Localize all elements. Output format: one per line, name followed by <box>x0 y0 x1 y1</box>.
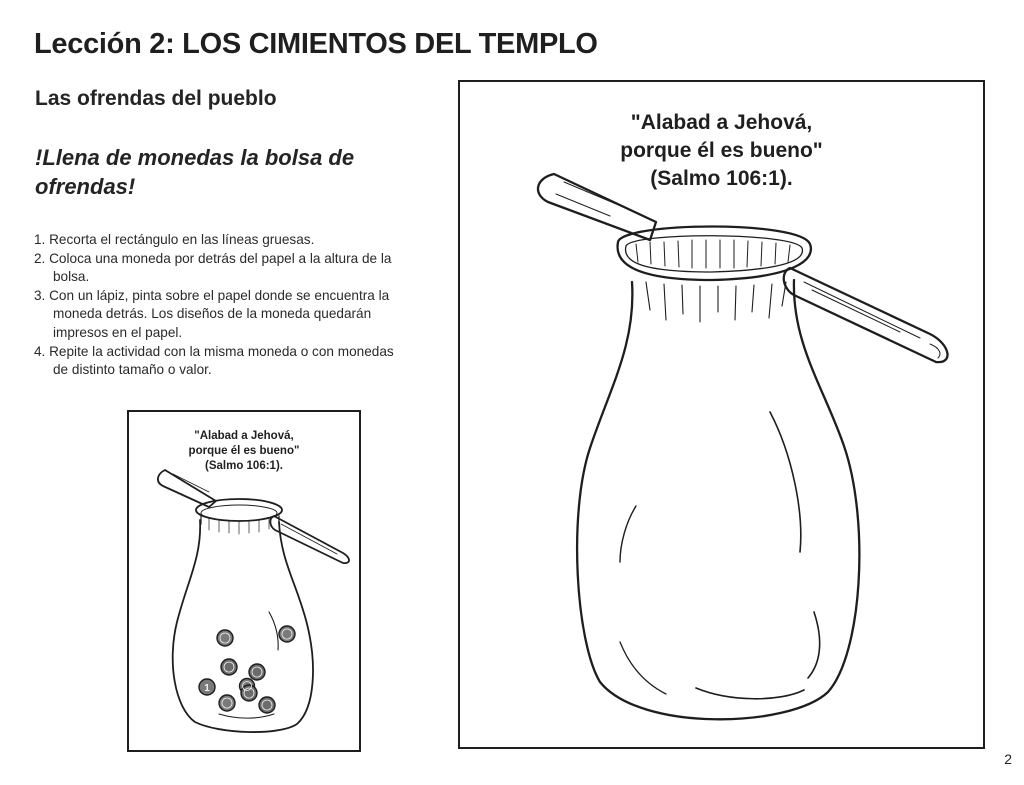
coin-group <box>199 626 295 713</box>
bag-body <box>577 280 859 719</box>
coin <box>259 697 275 713</box>
example-stick-back <box>158 470 216 507</box>
instruction-step-1: 1. Recorta el rectángulo en las líneas gruesas. <box>34 232 315 247</box>
offering-bag-illustration <box>460 82 982 746</box>
instruction-step-3: 3. Con un lápiz, pinta sobre el papel donde se encuentra la moneda detrás. Los diseños de la moneda quedarán impresos en el papel. <box>34 287 390 340</box>
coin <box>217 630 233 646</box>
coin <box>249 664 265 680</box>
coin <box>241 685 257 701</box>
page-number: 2 <box>1004 751 1012 767</box>
stick-back <box>538 174 656 240</box>
coin <box>221 659 237 675</box>
lesson-title: Lección 2: LOS CIMIENTOS DEL TEMPLO <box>34 28 598 60</box>
activity-headline: !Llena de monedas la bolsa de ofrendas! <box>35 145 355 199</box>
example-verse-line-2: porque él es bueno" <box>188 445 300 457</box>
instruction-step-2: 2. Coloca una moneda por detrás del papel a la altura de la bolsa. <box>34 250 392 285</box>
coin <box>279 626 295 642</box>
main-verse-line-3: (Salmo 106:1). <box>650 167 793 190</box>
example-verse-line-1: "Alabad a Jehová, <box>194 430 294 442</box>
example-card <box>127 410 361 752</box>
lesson-subtitle: Las ofrendas del pueblo <box>35 87 277 110</box>
offering-bag-card <box>458 80 985 749</box>
example-bag-illustration <box>129 412 358 749</box>
example-verse-line-3: (Salmo 106:1). <box>205 460 283 472</box>
coin <box>219 695 235 711</box>
coin-label: 1 <box>204 683 210 694</box>
main-verse-line-1: "Alabad a Jehová, <box>630 111 813 134</box>
example-bag-body <box>173 520 313 732</box>
main-verse-line-2: porque él es bueno" <box>620 139 823 162</box>
instruction-list <box>34 231 404 380</box>
instruction-step-4: 4. Repite la actividad con la misma moneda o con monedas de distinto tamaño o valor. <box>34 343 394 378</box>
